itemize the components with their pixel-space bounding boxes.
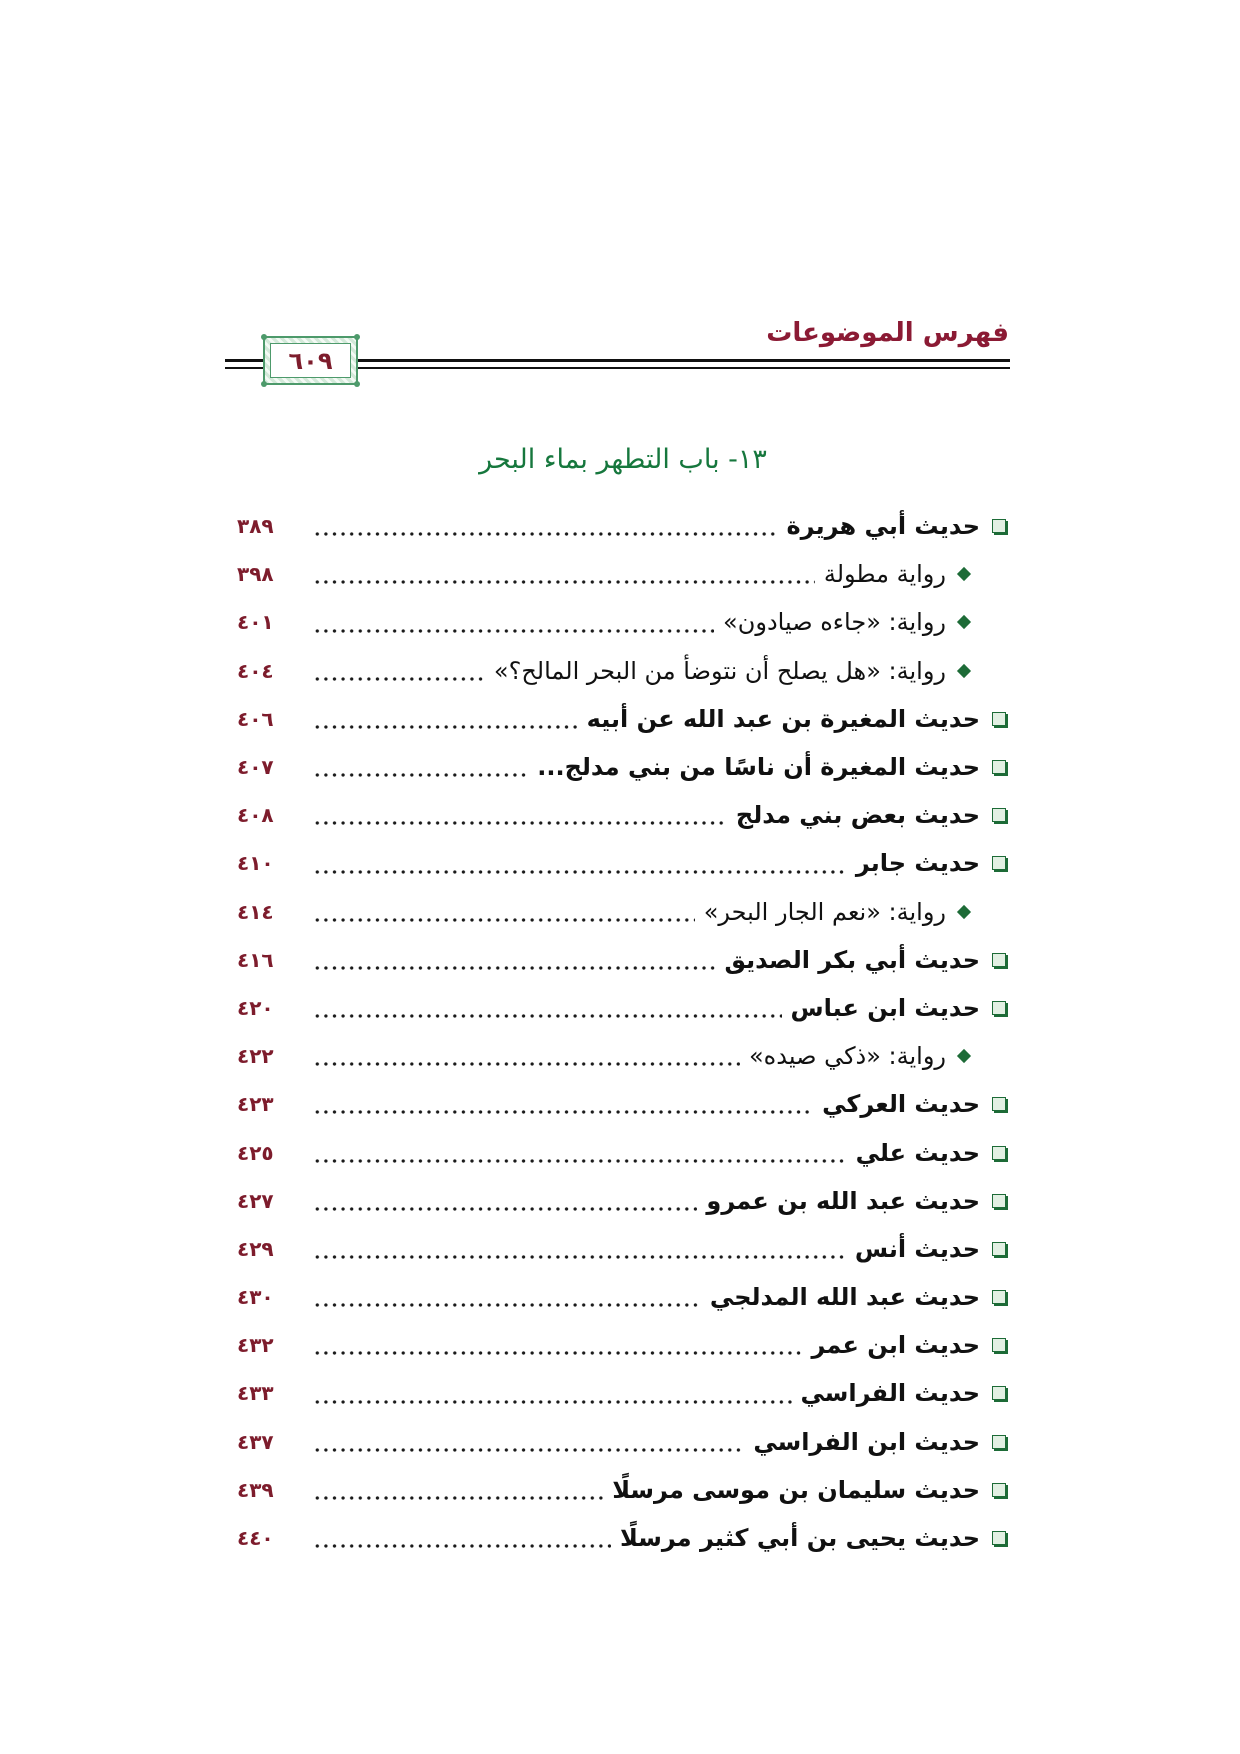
dot-leader bbox=[313, 531, 778, 537]
square-bullet-icon bbox=[992, 1242, 1006, 1256]
dot-leader bbox=[313, 1158, 847, 1164]
dot-leader bbox=[313, 1013, 782, 1019]
toc-subentry bbox=[237, 647, 1009, 695]
dot-leader bbox=[313, 1543, 611, 1549]
square-bullet-icon bbox=[992, 856, 1006, 870]
dot-leader bbox=[313, 965, 716, 971]
dot-leader bbox=[313, 628, 714, 634]
entry-page-number: ٤١٠ bbox=[237, 851, 274, 876]
toc-list bbox=[237, 502, 1009, 1562]
entry-page-number: ٤٠١ bbox=[237, 610, 274, 635]
square-bullet-icon bbox=[992, 1531, 1006, 1545]
entry-title: حديث عبد الله بن عمرو bbox=[706, 1186, 980, 1215]
square-bullet-icon bbox=[992, 1001, 1006, 1015]
entry-title: حديث عبد الله المدلجي bbox=[709, 1283, 980, 1312]
square-bullet-icon bbox=[992, 953, 1006, 967]
toc-subentry bbox=[237, 1032, 1009, 1080]
square-bullet-icon bbox=[992, 760, 1006, 774]
entry-page-number: ٣٨٩ bbox=[237, 514, 274, 539]
square-bullet-icon bbox=[992, 519, 1006, 533]
dot-leader bbox=[313, 1206, 697, 1212]
dot-leader bbox=[313, 579, 815, 585]
toc-entry bbox=[237, 1225, 1009, 1273]
entry-title: حديث الفراسي bbox=[800, 1379, 980, 1408]
entry-title: حديث ابن الفراسي bbox=[753, 1427, 980, 1456]
entry-title: حديث يحيى بن أبي كثير مرسلًا bbox=[620, 1524, 980, 1553]
dot-leader bbox=[313, 1254, 846, 1260]
header-rule bbox=[358, 359, 1010, 362]
square-bullet-icon bbox=[992, 1483, 1006, 1497]
entry-page-number: ٤٠٨ bbox=[237, 803, 274, 828]
entry-title: حديث أبي هريرة bbox=[786, 512, 980, 541]
page-number: ٦٠٩ bbox=[288, 346, 333, 375]
toc-entry bbox=[237, 936, 1009, 984]
toc-entry bbox=[237, 502, 1009, 550]
toc-entry bbox=[237, 984, 1009, 1032]
dot-leader bbox=[313, 772, 528, 778]
section-title: ١٣- باب التطهر بماء البحر bbox=[479, 444, 767, 475]
entry-page-number: ٤٠٧ bbox=[237, 755, 274, 780]
dot-leader bbox=[313, 820, 727, 826]
square-bullet-icon bbox=[992, 1386, 1006, 1400]
square-bullet-icon bbox=[992, 1290, 1006, 1304]
diamond-bullet-icon bbox=[957, 615, 971, 629]
square-bullet-icon bbox=[992, 712, 1006, 726]
entry-title: حديث جابر bbox=[855, 849, 980, 878]
entry-page-number: ٤٣٣ bbox=[237, 1381, 274, 1406]
dot-leader bbox=[313, 1302, 701, 1308]
dot-leader bbox=[313, 1350, 802, 1356]
page-number-badge bbox=[263, 336, 358, 385]
entry-title: حديث أبي بكر الصديق bbox=[724, 945, 980, 974]
toc-entry bbox=[237, 1321, 1009, 1369]
dot-leader bbox=[313, 1399, 792, 1405]
dot-leader bbox=[313, 917, 695, 923]
header-rule bbox=[225, 367, 263, 369]
entry-page-number: ٤٣٧ bbox=[237, 1429, 274, 1454]
toc-entry bbox=[237, 839, 1009, 887]
square-bullet-icon bbox=[992, 1435, 1006, 1449]
entry-page-number: ٤١٦ bbox=[237, 947, 274, 972]
dot-leader bbox=[313, 1109, 813, 1115]
entry-title: رواية: «ذكي صيده» bbox=[748, 1042, 946, 1071]
diamond-bullet-icon bbox=[957, 905, 971, 919]
ornament-corner-icon bbox=[261, 381, 267, 387]
entry-title: حديث العركي bbox=[822, 1090, 980, 1119]
toc-entry bbox=[237, 1128, 1009, 1176]
entry-page-number: ٤٤٠ bbox=[237, 1526, 274, 1551]
toc-subentry bbox=[237, 598, 1009, 646]
page-number-frame bbox=[270, 343, 351, 378]
entry-title: حديث ابن عباس bbox=[790, 993, 980, 1022]
header-rule bbox=[358, 367, 1010, 369]
entry-title: رواية: «جاءه صيادون» bbox=[723, 608, 946, 637]
ornament-corner-icon bbox=[261, 334, 267, 340]
entry-title: رواية مطولة bbox=[823, 560, 946, 589]
header-title: فهرس الموضوعات bbox=[766, 318, 1009, 348]
diamond-bullet-icon bbox=[957, 664, 971, 678]
toc-entry bbox=[237, 1418, 1009, 1466]
square-bullet-icon bbox=[992, 808, 1006, 822]
toc-entry bbox=[237, 743, 1009, 791]
dot-leader bbox=[313, 1495, 603, 1501]
entry-title: حديث ابن عمر bbox=[811, 1331, 980, 1360]
entry-page-number: ٤٢٢ bbox=[237, 1044, 274, 1069]
entry-page-number: ٤٠٤ bbox=[237, 658, 274, 683]
entry-page-number: ٤٣٠ bbox=[237, 1285, 274, 1310]
ornament-corner-icon bbox=[354, 381, 360, 387]
square-bullet-icon bbox=[992, 1194, 1006, 1208]
toc-entry bbox=[237, 791, 1009, 839]
entry-title: رواية: «هل يصلح أن نتوضأ من البحر المالح؟» bbox=[493, 656, 946, 685]
square-bullet-icon bbox=[992, 1097, 1006, 1111]
diamond-bullet-icon bbox=[957, 1049, 971, 1063]
toc-subentry bbox=[237, 888, 1009, 936]
entry-title: حديث سليمان بن موسى مرسلًا bbox=[612, 1475, 980, 1504]
toc-entry bbox=[237, 1369, 1009, 1417]
square-bullet-icon bbox=[992, 1146, 1006, 1160]
entry-title: حديث المغيرة بن عبد الله عن أبيه bbox=[586, 704, 980, 733]
diamond-bullet-icon bbox=[957, 567, 971, 581]
toc-entry bbox=[237, 695, 1009, 743]
entry-page-number: ٤٢٠ bbox=[237, 995, 274, 1020]
toc-entry bbox=[237, 1273, 1009, 1321]
dot-leader bbox=[313, 724, 578, 730]
entry-title: حديث المغيرة أن ناسًا من بني مدلج... bbox=[537, 753, 980, 782]
entry-page-number: ٤٠٦ bbox=[237, 706, 274, 731]
entry-page-number: ٤٢٣ bbox=[237, 1092, 274, 1117]
entry-title: حديث أنس bbox=[854, 1234, 980, 1263]
dot-leader bbox=[313, 676, 485, 682]
toc-subentry bbox=[237, 550, 1009, 598]
entry-page-number: ٤٣٩ bbox=[237, 1477, 274, 1502]
entry-page-number: ٤٣٢ bbox=[237, 1333, 274, 1358]
entry-title: حديث بعض بني مدلج bbox=[735, 801, 980, 830]
dot-leader bbox=[313, 1061, 740, 1067]
entry-page-number: ٤٢٩ bbox=[237, 1236, 274, 1261]
entry-page-number: ٤١٤ bbox=[237, 899, 274, 924]
toc-entry bbox=[237, 1080, 1009, 1128]
entry-page-number: ٤٢٧ bbox=[237, 1188, 274, 1213]
toc-entry bbox=[237, 1514, 1009, 1562]
ornament-corner-icon bbox=[354, 334, 360, 340]
entry-page-number: ٤٢٥ bbox=[237, 1140, 274, 1165]
entry-title: حديث علي bbox=[855, 1138, 980, 1167]
dot-leader bbox=[313, 869, 847, 875]
toc-entry bbox=[237, 1177, 1009, 1225]
header-rule bbox=[225, 359, 263, 362]
square-bullet-icon bbox=[992, 1338, 1006, 1352]
entry-page-number: ٣٩٨ bbox=[237, 562, 274, 587]
entry-title: رواية: «نعم الجار البحر» bbox=[703, 897, 946, 926]
toc-entry bbox=[237, 1466, 1009, 1514]
dot-leader bbox=[313, 1447, 744, 1453]
